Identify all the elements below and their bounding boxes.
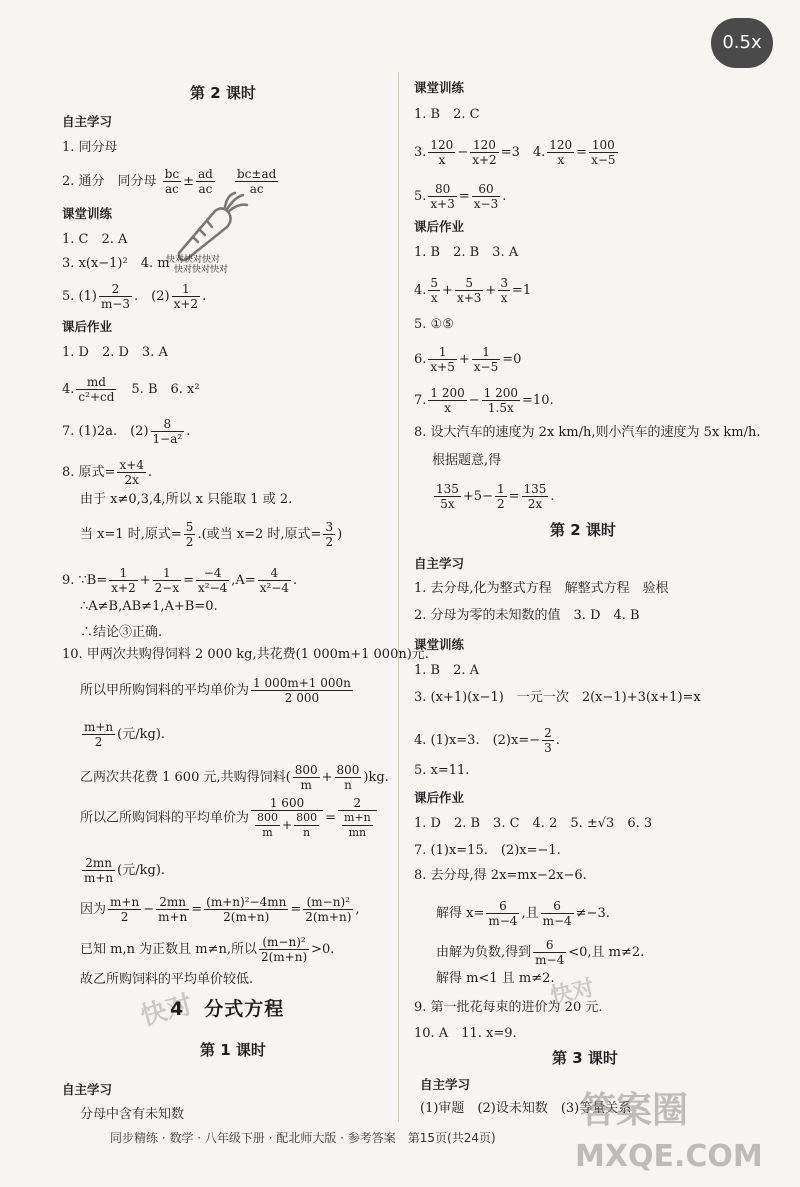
fraction: $\frac{1 200}{x}$ [430,386,465,415]
fraction: $\frac{120}{x}$ [430,138,454,167]
answer-line: 1. 同分母 [62,140,118,155]
answer-line: ∴结论③正确. [80,625,163,640]
fraction: $\frac{3}{2}$ [325,520,334,549]
answer-line: 9. 第一批花每束的进价为 20 元. [414,1000,603,1015]
fraction: $\frac{2mn}{m+n}$ [84,856,114,885]
section-heading-self-study: 自主学习 [62,114,113,129]
fraction: $\frac{\text{(m−n)²}}{2(m+n)}$ [305,895,352,924]
section-heading-class-training: 课堂训练 [414,80,465,95]
fraction: 1 600 $\frac{800}{m}$ + $\frac{800}{n}$ [251,796,323,840]
fraction: $\frac{3}{x}$ [500,276,508,305]
fraction: $\frac{-4}{\text{x²−4}}$ [198,566,228,595]
fraction: $\frac{bc}{ac}$ [164,167,180,196]
answer-line: 5. x=11. [414,763,470,778]
fraction: $\frac{1}{x+2}$ [111,566,136,595]
answer-line: 7. $\frac{1 200}{x}$ − $\frac{1 200}{1.5x}$ =10. [414,386,554,415]
answer-line: 2. 通分 同分母 $\frac{bc}{ac}$ ± $\frac{ad}{ac}$ $\frac{bc\pm ad}{ac}$ [62,167,277,196]
answer-line: 当 x=1 时,原式= $\frac{5}{2}$ .(或当 x=2 时,原式= $\frac{3}{2}$ ) [80,520,343,549]
answer-line: 3. $\frac{120}{x}$ − $\frac{120}{x+2}$ =3 4. $\frac{120}{x}$ = $\frac{100}{x-5}$ [414,138,616,167]
fraction: $\frac{2mn}{m+n}$ [158,895,188,924]
answer-line: 解得 x= $\frac{6}{m-4}$ ,且 $\frac{6}{m-4}$ ≠−3. [436,899,610,928]
fraction: $\frac{\text{(m−n)²}}{2(m+n)}$ [260,935,308,964]
answer-line: 4. (1)x=3. (2)x=− $\frac{2}{3}$ . [414,726,560,755]
fraction: $\frac{800}{n}$ [336,763,360,792]
fraction: $\frac{800}{m}$ [294,763,318,792]
answer-line: 8. 原式= $\frac{x+4}{2x}$ . [62,458,153,487]
fraction: $\frac{1}{2-x}$ [154,566,180,595]
fraction: $\frac{m+n}{2}$ [110,895,140,924]
answer-line: 根据题意,得 [432,453,502,468]
column-divider [398,72,399,1122]
watermark-bottom-text: MXQE.COM [575,1139,763,1174]
answer-line: 7. (1)x=15. (2)x=−1. [414,843,561,858]
fraction: $\frac{1}{x+5}$ [430,345,455,374]
lesson-title: 第 2 课时 [550,521,616,539]
site-watermark-logo [540,1078,790,1178]
answer-line: 10. 甲两次共购得饲料 2 000 kg,共花费(1 000m+1 000n)元. [62,647,429,662]
answer-line: (1)审题 (2)设未知数 (3)等量关系 [420,1101,632,1116]
section-heading-self-study: 自主学习 [414,556,465,571]
fraction: $\frac{1}{x-5}$ [473,345,499,374]
fraction: $\frac{4}{\text{x²−4}}$ [259,566,289,595]
answer-line: ∴A≠B,AB≠1,A+B=0. [80,599,218,614]
fraction: $\frac{m+n}{2}$ [84,720,114,749]
fraction: $\frac{1}{x+2}$ [173,282,199,311]
fraction: $\frac{x+4}{2x}$ [119,458,144,487]
section-heading-homework: 课后作业 [414,219,465,234]
stamp-watermark: 快对 [137,989,196,1033]
stamp-watermark: 快对 [548,975,597,1010]
answer-line: 8. 设大汽车的速度为 2x km/h,则小汽车的速度为 5x km/h. [414,425,761,440]
answer-line: 由于 x≠0,3,4,所以 x 只能取 1 或 2. [80,492,293,507]
fraction: $\frac{8}{\text{1−a²}}$ [152,417,183,446]
answer-line: 6. $\frac{1}{x+5}$ + $\frac{1}{x-5}$ =0 [414,345,522,374]
lesson-title: 第 1 课时 [200,1041,266,1059]
fraction: $\frac{1 200}{1.5x}$ [483,386,519,415]
answer-line: 4. $\frac{5}{x}$ + $\frac{5}{x+3}$ + $\frac{3}{x}$ =1 [414,276,532,305]
fraction: $\frac{1}{2}$ [496,482,505,511]
section-heading-class-training: 课堂训练 [414,637,465,652]
fraction: $\frac{6}{m-4}$ [542,899,572,928]
fraction: $\frac{2}{m-3}$ [100,282,131,311]
answer-line: 4. $\frac{md}{\text{c²+cd}}$ 5. B 6. x² [62,375,200,404]
fraction: $\frac{5}{x+3}$ [456,276,482,305]
fraction: $\frac{\text{(m+n)²−4mn}}{2(m+n)}$ [206,895,287,924]
fraction: $\frac{2}{\frac{m+n}{mn}}$ [338,796,377,840]
answer-line: 7. (1)2a. (2) $\frac{8}{\text{1−a²}}$ . [62,417,191,446]
answer-line: 因为 $\frac{m+n}{2}$ − $\frac{2mn}{m+n}$ = $\frac{\text{(m+n)²−4mn}}{2(m+n)}$ = $\frac{\text{(m−n)²}}{2(m+n)}$ , [80,895,360,924]
answer-line: 3. x(x−1)² 4. m [62,256,170,271]
fraction: $\frac{60}{x-3}$ [473,182,499,211]
answer-line: 2. 分母为零的未知数的值 3. D 4. B [414,608,640,623]
chapter-title: 4 分式方程 [170,998,285,1020]
fraction: $\frac{md}{\text{c²+cd}}$ [78,375,115,404]
fraction: $\frac{120}{x}$ [549,138,573,167]
answer-line: 8. 去分母,得 2x=mx−2x−6. [414,868,587,883]
watermark-top-text: 答案圈 [580,1090,689,1131]
fraction: $\frac{5}{2}$ [185,520,194,549]
fraction: $\frac{135}{5x}$ [436,482,459,511]
answer-line: 所以乙所购饲料的平均单价为 1 600 $\frac{800}{m}$ + $\frac{800}{n}$ = $\frac{2}{\frac{m+n}{mn}}$ [80,796,379,840]
answer-line: 1. D 2. D 3. A [62,345,168,360]
playback-speed-badge[interactable]: 0.5x [711,18,773,68]
answer-line: 1. C 2. A [62,232,128,247]
fraction: $\frac{2}{3}$ [544,726,552,755]
answer-line: 1. B 2. B 3. A [414,245,519,260]
answer-line: 1. B 2. A [414,663,480,678]
answer-line: 1. 去分母,化为整式方程 解整式方程 验根 [414,581,669,596]
answer-line: 解得 m<1 且 m≠2. [436,971,555,986]
answer-line: 1. B 2. C [414,107,480,122]
answer-line: 所以甲所购饲料的平均单价为 $\frac{1 000m+1 000n}{2 000}$ [80,676,351,705]
fraction: $\frac{100}{x-5}$ [591,138,616,167]
answer-line: 9. ∵B= $\frac{1}{x+2}$ + $\frac{1}{2-x}$ = $\frac{-4}{\text{x²−4}}$ ,A= $\frac{4}{\text{x²−4}}$ . [62,566,298,595]
section-heading-class-training: 课堂训练 [62,206,113,221]
answer-line: $\frac{m+n}{2}$ (元/kg). [84,720,166,749]
answer-line: 乙两次共花费 1 600 元,共购得饲料( $\frac{800}{m}$ + $\frac{800}{n}$ )kg. [80,763,389,792]
answer-line: 10. A 11. x=9. [414,1026,517,1041]
answer-line: 5. (1) $\frac{2}{m-3}$ . (2) $\frac{1}{x+2}$ . [62,282,207,311]
answer-line: 故乙所购饲料的平均单价较低. [80,972,254,987]
answer-line: 3. (x+1)(x−1) 一元一次 2(x−1)+3(x+1)=x [414,690,701,705]
fraction: $\frac{80}{x+3}$ [430,182,455,211]
fraction: $\frac{ad}{ac}$ [198,167,213,196]
lesson-title: 第 2 课时 [190,84,256,102]
fraction: $\frac{1 000m+1 000n}{2 000}$ [253,676,351,705]
answer-line: 5. ①⑤ [414,317,454,332]
fraction: $\frac{120}{x+2}$ [472,138,497,167]
section-heading-homework: 课后作业 [414,790,465,805]
fraction: $\frac{6}{m-4}$ [488,899,518,928]
answer-line: 已知 m,n 为正数且 m≠n,所以 $\frac{\text{(m−n)²}}{2(m+n)}$ >0. [80,935,335,964]
answer-line: 5. $\frac{80}{x+3}$ = $\frac{60}{x-3}$ . [414,182,507,211]
fraction: $\frac{5}{x}$ [430,276,439,305]
fraction: $\frac{6}{m-4}$ [535,938,565,967]
page-footer: 同步精练 · 数学 · 八年级下册 · 配北师大版 · 参考答案 第15页(共24页) [110,1131,496,1145]
answer-line: $\frac{2mn}{m+n}$ (元/kg). [84,856,166,885]
sticker-caption: 快对快对快对 快对快对快对 [166,255,229,275]
answer-line: 分母中含有未知数 [80,1107,185,1122]
section-heading-homework: 课后作业 [62,319,113,334]
section-heading-self-study: 自主学习 [420,1077,471,1092]
fraction: $\frac{bc\pm ad}{ac}$ [236,167,277,196]
answer-line: 由解为负数,得到 $\frac{6}{m-4}$ <0,且 m≠2. [436,938,645,967]
answer-line: 1. D 2. B 3. C 4. 2 5. ±√3 6. 3 [414,816,653,831]
answer-line: $\frac{135}{5x}$ +5− $\frac{1}{2}$ = $\frac{135}{2x}$ . [436,482,555,511]
section-heading-self-study: 自主学习 [62,1082,113,1097]
lesson-title: 第 3 课时 [552,1049,618,1067]
fraction: $\frac{135}{2x}$ [523,482,547,511]
